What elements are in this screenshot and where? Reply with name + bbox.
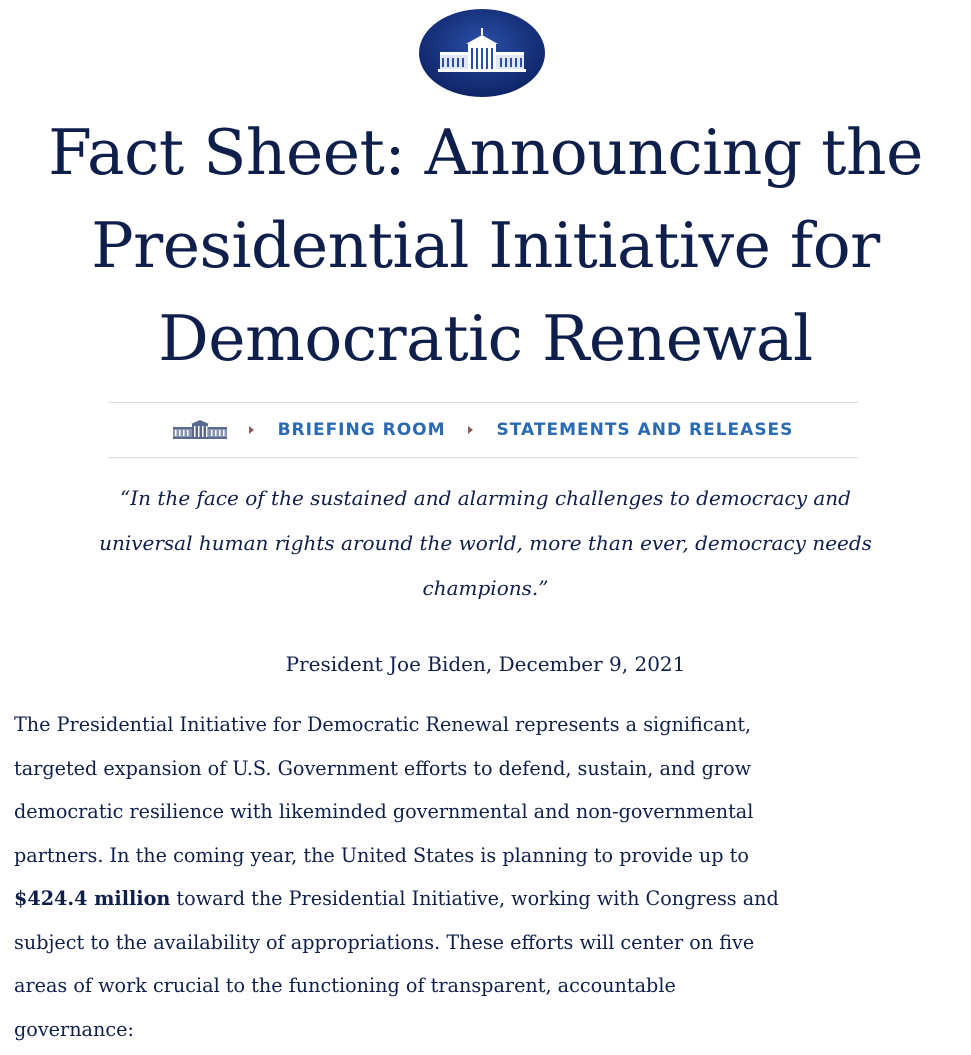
body-line: governance: bbox=[14, 1017, 134, 1041]
body-line: democratic resilience with likeminded governmental and non-governmental bbox=[14, 800, 754, 823]
body-line: targeted expansion of U.S. Government efforts to defend, sustain, and grow bbox=[14, 756, 752, 780]
body-line: The Presidential Initiative for Democratic Renewal represents a significant, bbox=[14, 713, 752, 736]
quote-line: universal human rights around the world, more than ever, democracy needs bbox=[99, 531, 872, 555]
chevron-right-icon bbox=[249, 426, 254, 434]
chevron-right-icon bbox=[468, 426, 473, 434]
breadcrumb bbox=[108, 402, 858, 458]
quote-line: “In the face of the sustained and alarming challenges to democracy and bbox=[120, 486, 851, 510]
white-house-icon[interactable] bbox=[173, 420, 227, 440]
page-title bbox=[0, 106, 971, 385]
breadcrumb-briefing-room[interactable]: BRIEFING ROOM bbox=[277, 420, 446, 440]
body-line-rest: toward the Presidential Initiative, working with Congress and bbox=[170, 887, 779, 910]
title-line: Democratic Renewal bbox=[158, 302, 813, 375]
breadcrumb-statements-and-releases[interactable]: STATEMENTS AND RELEASES bbox=[496, 420, 794, 440]
white-house-seal-icon[interactable] bbox=[418, 8, 546, 98]
title-line: Fact Sheet: Announcing the bbox=[48, 116, 923, 189]
title-line: Presidential Initiative for bbox=[91, 209, 880, 282]
body-line: areas of work crucial to the functioning of transparent, accountable bbox=[14, 974, 676, 997]
quote-attribution: President Joe Biden, December 9, 2021 bbox=[285, 652, 686, 676]
body-line: partners. In the coming year, the United States is planning to provide up to bbox=[14, 843, 749, 867]
funding-amount: $424.4 million bbox=[14, 887, 171, 910]
pull-quote bbox=[20, 476, 951, 611]
body-line bbox=[14, 877, 966, 921]
quote-line: champions.” bbox=[422, 576, 549, 600]
body-paragraph bbox=[14, 703, 966, 1051]
body-line: subject to the availability of appropriations. These efforts will center on five bbox=[14, 930, 755, 954]
